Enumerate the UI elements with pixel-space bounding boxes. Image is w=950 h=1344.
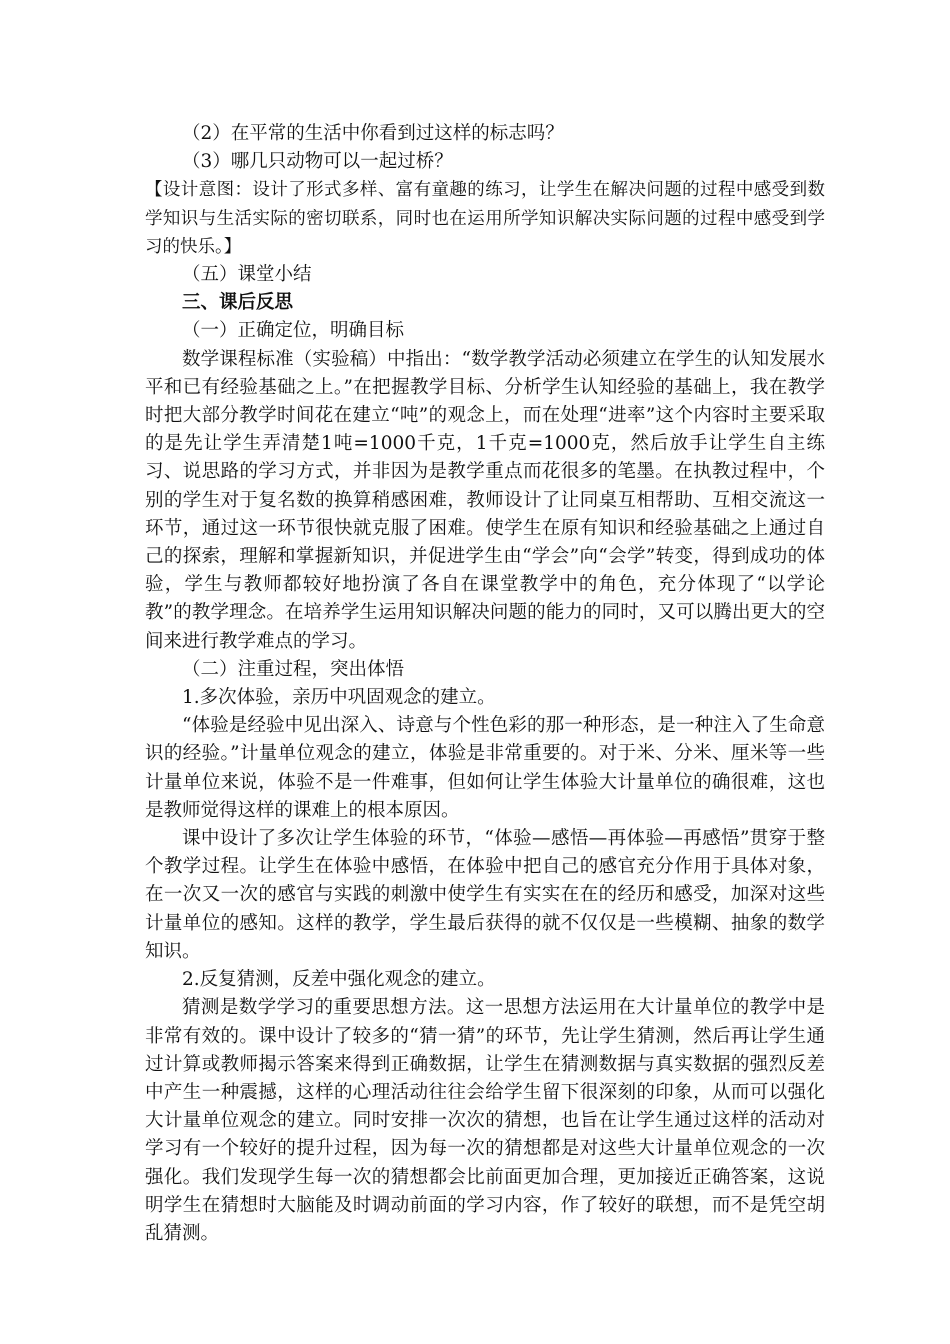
document-page [145, 120, 825, 1248]
item-2-title: 2.反复猜测，反差中强化观念的建立。 [182, 969, 496, 991]
section-heading-reflection: 三、课后反思 [182, 292, 294, 314]
item-1-paragraph-2: 课中设计了多次让学生体验的环节，“体验—感悟—再体验—再感悟”贯穿于整个教学过程。让学生在体验中感悟，在体验中把自己的感官充分作用于具体对象，在一次又一次的感官与实践的刺激中使学生有实实在在的经历和感受，加深对这些计量单位的感知。这样的教学，学生最后获得的就不仅仅是一些模糊、抽象的数学知识。 [145, 828, 825, 962]
item-1-paragraph-1: “体验是经验中见出深入、诗意与个性色彩的那一种形态，是一种注入了生命意识的经验。”计量单位观念的建立，体验是非常重要的。对于米、分米、厘米等一些计量单位来说，体验不是一件难事，但如何让学生体验大计量单位的确很难，这也是教师觉得这样的课难上的根本原因。 [145, 715, 825, 821]
item-2-paragraph-1: 猜测是数学学习的重要思想方法。这一思想方法运用在大计量单位的教学中是非常有效的。课中设计了较多的“猜一猜”的环节，先让学生猜测，然后再让学生通过计算或教师揭示答案来得到正确数据，让学生在猜测数据与真实数据的强烈反差中产生一种震撼，这样的心理活动往往会给学生留下很深刻的印象，从而可以强化大计量单位观念的建立。同时安排一次次的猜想，也旨在让学生通过这样的活动对学习有一个较好的提升过程，因为每一次的猜想都是对这些大计量单位观念的一次强化。我们发现学生每一次的猜想都会比前面更加合理，更加接近正确答案，这说明学生在猜想时大脑能及时调动前面的学习内容，作了较好的联想，而不是凭空胡乱猜测。 [145, 997, 825, 1244]
subsection-heading-process: （二）注重过程，突出体悟 [182, 658, 405, 680]
subsection-heading-positioning: （一）正确定位，明确目标 [182, 320, 405, 342]
question-3: （3）哪几只动物可以一起过桥？ [182, 151, 453, 173]
question-2: （2）在平常的生活中你看到过这样的标志吗？ [182, 123, 564, 144]
item-1-title: 1.多次体验，亲历中巩固观念的建立。 [182, 687, 496, 709]
paragraph-positioning: 数学课程标准（实验稿）中指出：“数学教学活动必须建立在学生的认知发展水平和已有经验基础之上。”在把握教学目标、分析学生认知经验的基础上，我在教学时把大部分教学时间花在建立“吨”的观念上，而在处理“进率”这个内容时主要采取的是先让学生弄清楚1吨=1000千克，1千克=1000克，然后放手让学生自主练习、说思路的学习方式，并非因为是教学重点而花很多的笔墨。在执教过程中，个别的学生对于复名数的换算稍感困难，教师设计了让同桌互相帮助、互相交流这一环节，通过这一环节很快就克服了困难。使学生在原有知识和经验基础之上通过自己的探索，理解和掌握新知识，并促进学生由“学会”向“会学”转变，得到成功的体验，学生与教师都较好地扮演了各自在课堂教学中的角色，充分体现了“以学论教”的教学理念。在培养学生运用知识解决问题的能力的同时，又可以腾出更大的空间来进行教学难点的学习。 [145, 348, 825, 652]
design-intent-note: 【设计意图：设计了形式多样、富有童趣的练习，让学生在解决问题的过程中感受到数学知识与生活实际的密切联系，同时也在运用所学知识解决实际问题的过程中感受到学习的快乐。】 [145, 180, 825, 257]
subsection-heading-class-summary: （五）课堂小结 [182, 264, 312, 286]
